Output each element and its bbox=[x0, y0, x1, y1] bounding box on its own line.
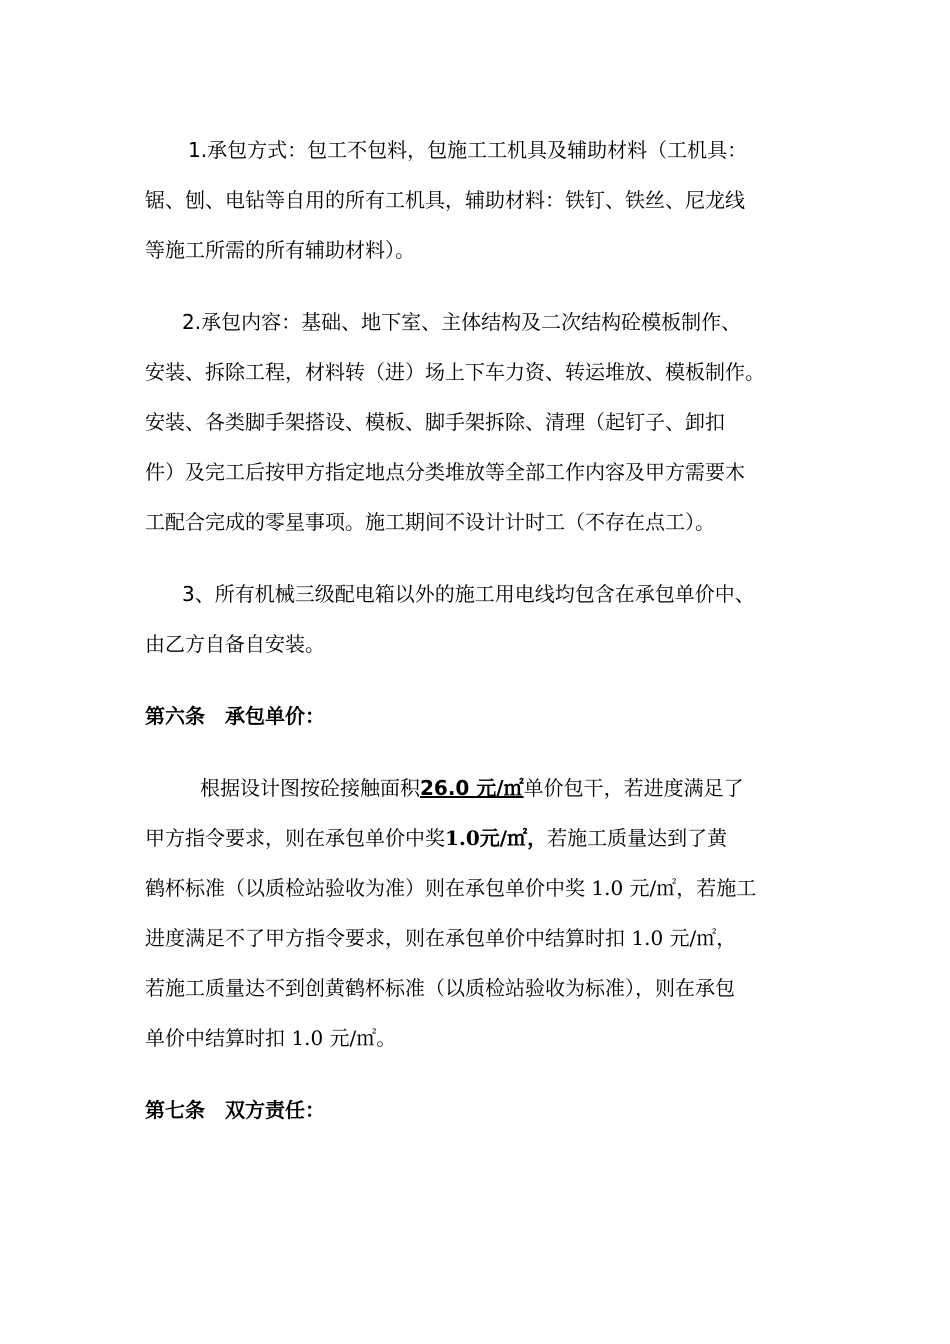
p6-line-4: 进度满足不了甲方指令要求，则在承包单价中结算时扣 1.0 元/㎡， bbox=[145, 926, 737, 950]
bonus-price: 1.0元/㎡， bbox=[445, 826, 548, 850]
p1-text: 承包方式：包工不包料，包施工工机具及辅助材料（工机具： bbox=[207, 138, 748, 162]
p2-line-2: 安装、拆除工程，材料转（进）场上下车力资、转运堆放、模板制作。 bbox=[145, 360, 765, 384]
p6-l1-b: 单价包干，若进度满足了 bbox=[523, 776, 744, 800]
p3-number: 3 bbox=[182, 582, 195, 606]
p1-line-3: 等施工所需的所有辅助材料）。 bbox=[145, 238, 415, 262]
p1-line-2: 锯、刨、电钻等自用的所有工机具，辅助材料：铁钉、铁丝、尼龙线 bbox=[145, 188, 745, 212]
p2-line-4: 件）及完工后按甲方指定地点分类堆放等全部工作内容及甲方需要木 bbox=[145, 460, 745, 484]
heading-article-6: 第六条 承包单价： bbox=[145, 704, 325, 728]
p6-line-5: 若施工质量达不到创黄鹤杯标准（以质检站验收为标准），则在承包 bbox=[145, 976, 735, 1000]
p2-line-3: 安装、各类脚手架搭设、模板、脚手架拆除、清理（起钉子、卸扣 bbox=[145, 410, 725, 434]
p3-line-1 bbox=[182, 581, 755, 607]
p2-line-5: 工配合完成的零星事项。施工期间不设计计时工（不存在点工）。 bbox=[145, 510, 715, 534]
p6-l2-a: 甲方指令要求，则在承包单价中奖 bbox=[145, 826, 445, 850]
p3-text: 、所有机械三级配电箱以外的施工用电线均包含在承包单价中、 bbox=[194, 582, 755, 606]
p6-l2-b: 若施工质量达到了黄 bbox=[547, 826, 728, 850]
p6-line-1 bbox=[200, 775, 744, 801]
p3-line-2: 由乙方自备自安装。 bbox=[145, 632, 325, 656]
p2-number: 2. bbox=[182, 310, 202, 334]
p1-line-1 bbox=[188, 137, 747, 163]
p6-line-2 bbox=[145, 825, 727, 851]
p1-number: 1. bbox=[188, 138, 208, 162]
p6-l1-a: 根据设计图按砼接触面积 bbox=[200, 776, 420, 800]
p2-line-1 bbox=[182, 309, 741, 335]
p2-text: 承包内容：基础、地下室、主体结构及二次结构砼模板制作、 bbox=[201, 310, 742, 334]
p6-line-6: 单价中结算时扣 1.0 元/㎡。 bbox=[145, 1026, 397, 1050]
unit-price: 26.0 元/㎡ bbox=[420, 776, 524, 800]
p6-line-3: 鹤杯标准（以质检站验收为准）则在承包单价中奖 1.0 元/㎡，若施工 bbox=[145, 876, 757, 900]
heading-article-7: 第七条 双方责任： bbox=[145, 1098, 325, 1122]
